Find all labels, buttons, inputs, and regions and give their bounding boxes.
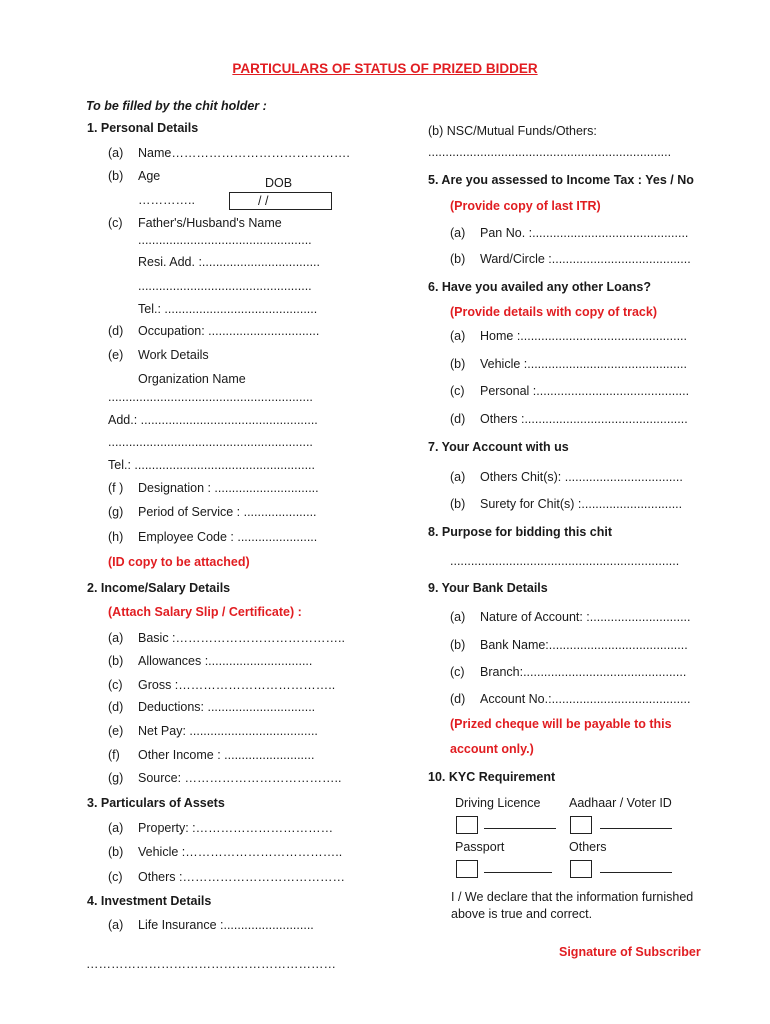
purpose-field[interactable]: .................................................................. [450,554,680,568]
kyc-driving-licence-label: Driving Licence [455,796,541,810]
kyc-aadhaar-line [600,828,672,829]
occupation-field[interactable]: Occupation: ................................ [138,324,320,338]
item-key: (d) [450,692,466,706]
section-purpose: 8. Purpose for bidding this chit [428,525,613,539]
prized-cheque-note-line2: account only.) [450,742,534,756]
intro-text: To be filled by the chit holder : [86,99,267,113]
item-key: (a) [450,470,466,484]
item-key: (a) [450,226,466,240]
home-loan-field[interactable]: Home :................................................ [480,329,687,343]
branch-field[interactable]: Branch:............................................... [480,665,687,679]
item-key: (d) [108,324,124,338]
father-husband-name-label: Father's/Husband's Name [138,216,282,230]
item-key: (a) [108,631,124,645]
gross-field[interactable]: Gross :……………………………….. [138,678,336,692]
work-telephone-field[interactable]: Tel.: .................................................... [108,458,315,472]
dob-field[interactable] [229,192,332,210]
designation-field[interactable]: Designation : .............................. [138,481,319,495]
kyc-aadhaar-label: Aadhaar / Voter ID [569,796,672,810]
item-key: (h) [108,530,124,544]
age-field[interactable]: ………….. [138,193,195,207]
ward-circle-field[interactable]: Ward/Circle :........................................ [480,252,691,266]
kyc-driving-licence-line [484,828,556,829]
nature-of-account-field[interactable]: Nature of Account: :............................. [480,610,691,624]
dob-separators: / / [258,194,269,208]
investment-extra-field[interactable]: …………………………………………………… [86,957,336,971]
item-key: (d) [108,700,124,714]
section-investment: 4. Investment Details [87,894,212,908]
other-loans-field[interactable]: Others :............................................... [480,412,688,426]
allowances-field[interactable]: Allowances :.............................. [138,654,313,668]
form-title: PARTICULARS OF STATUS OF PRIZED BIDDER [232,61,538,76]
item-key: (a) [108,821,124,835]
age-label: Age [138,169,161,183]
work-address-field[interactable]: Add.: ................................................... [108,413,318,427]
item-key: (b) [108,845,124,859]
telephone-field[interactable]: Tel.: ............................................ [138,302,318,316]
item-key: (a) [108,918,124,932]
life-insurance-field[interactable]: Life Insurance :.......................... [138,918,314,932]
kyc-passport-line [484,872,552,873]
kyc-driving-licence-checkbox[interactable] [456,816,478,834]
kyc-others-line [600,872,672,873]
item-key: (e) [108,348,124,362]
personal-loan-field[interactable]: Personal :............................................ [480,384,690,398]
property-field[interactable]: Property: :…………………………… [138,821,334,835]
item-key: (d) [450,412,466,426]
section-assets: 3. Particulars of Assets [87,796,225,810]
prized-cheque-note: (Prized cheque will be payable to this [450,717,672,731]
signature-label: Signature of Subscriber [559,945,701,959]
itr-note: (Provide copy of last ITR) [450,199,601,213]
section-income-tax: 5. Are you assessed to Income Tax : Yes / No [428,173,694,187]
item-key: (b) [450,638,466,652]
nsc-mutual-funds-field[interactable]: ...................................................................... [428,145,672,159]
item-key: (c) [108,678,123,692]
vehicle-asset-field[interactable]: Vehicle :……………………………….. [138,845,343,859]
section-personal-details: 1. Personal Details [87,121,199,135]
father-husband-name-field[interactable]: .................................................. [138,233,312,247]
work-details-label: Work Details [138,348,209,362]
declaration-text: I / We declare that the information furnished [451,890,694,904]
id-copy-note: (ID copy to be attached) [108,555,250,569]
section-other-loans: 6. Have you availed any other Loans? [428,280,651,294]
other-chits-field[interactable]: Others Chit(s): .................................. [480,470,683,484]
item-key: (a) [108,146,124,160]
residential-address-line2[interactable]: .................................................. [138,279,312,293]
organization-name-field[interactable]: ........................................................... [108,390,313,404]
section-kyc: 10. KYC Requirement [428,770,556,784]
deductions-field[interactable]: Deductions: ............................... [138,700,316,714]
item-key: (b) [450,252,466,266]
nsc-mutual-funds-label: (b) NSC/Mutual Funds/Others: [428,124,597,138]
attach-salary-note: (Attach Salary Slip / Certificate) : [108,605,302,619]
item-key: (g) [108,771,124,785]
organization-name-label: Organization Name [138,372,246,386]
section-bank-details: 9. Your Bank Details [428,581,548,595]
other-income-field[interactable]: Other Income : .......................... [138,748,315,762]
item-key: (a) [450,329,466,343]
item-key: (c) [108,216,123,230]
bank-name-field[interactable]: Bank Name:........................................ [480,638,688,652]
item-key: (b) [450,357,466,371]
declaration-text-line2: above is true and correct. [451,907,593,921]
kyc-others-checkbox[interactable] [570,860,592,878]
kyc-passport-checkbox[interactable] [456,860,478,878]
section-income-salary: 2. Income/Salary Details [87,581,231,595]
item-key: (b) [108,169,124,183]
source-field[interactable]: Source: ……………………………….. [138,771,342,785]
account-number-field[interactable]: Account No.:........................................ [480,692,691,706]
name-field[interactable]: Name……………………………………. [138,146,350,160]
item-key: (b) [108,654,124,668]
item-key: (c) [450,665,465,679]
dob-label: DOB [265,176,293,190]
kyc-aadhaar-checkbox[interactable] [570,816,592,834]
track-note: (Provide details with copy of track) [450,305,657,319]
kyc-others-label: Others [569,840,607,854]
other-assets-field[interactable]: Others :………………………………… [138,870,345,884]
pan-field[interactable]: Pan No. :............................................. [480,226,689,240]
kyc-passport-label: Passport [455,840,505,854]
residential-address-field[interactable]: Resi. Add. :.................................. [138,255,321,269]
section-account-with-us: 7. Your Account with us [428,440,569,454]
item-key: (f) [108,748,120,762]
item-key: (e) [108,724,124,738]
net-pay-field[interactable]: Net Pay: ..................................... [138,724,318,738]
item-key: (c) [108,870,123,884]
period-of-service-field[interactable]: Period of Service : ..................... [138,505,317,519]
item-key: (f ) [108,481,124,495]
item-key: (a) [450,610,466,624]
surety-field[interactable]: Surety for Chit(s) :............................. [480,497,683,511]
employee-code-field[interactable]: Employee Code : ....................... [138,530,318,544]
work-address-line2[interactable]: ........................................................... [108,435,313,449]
item-key: (g) [108,505,124,519]
basic-field[interactable]: Basic :………………………………….. [138,631,345,645]
item-key: (c) [450,384,465,398]
item-key: (b) [450,497,466,511]
vehicle-loan-field[interactable]: Vehicle :.............................................. [480,357,688,371]
